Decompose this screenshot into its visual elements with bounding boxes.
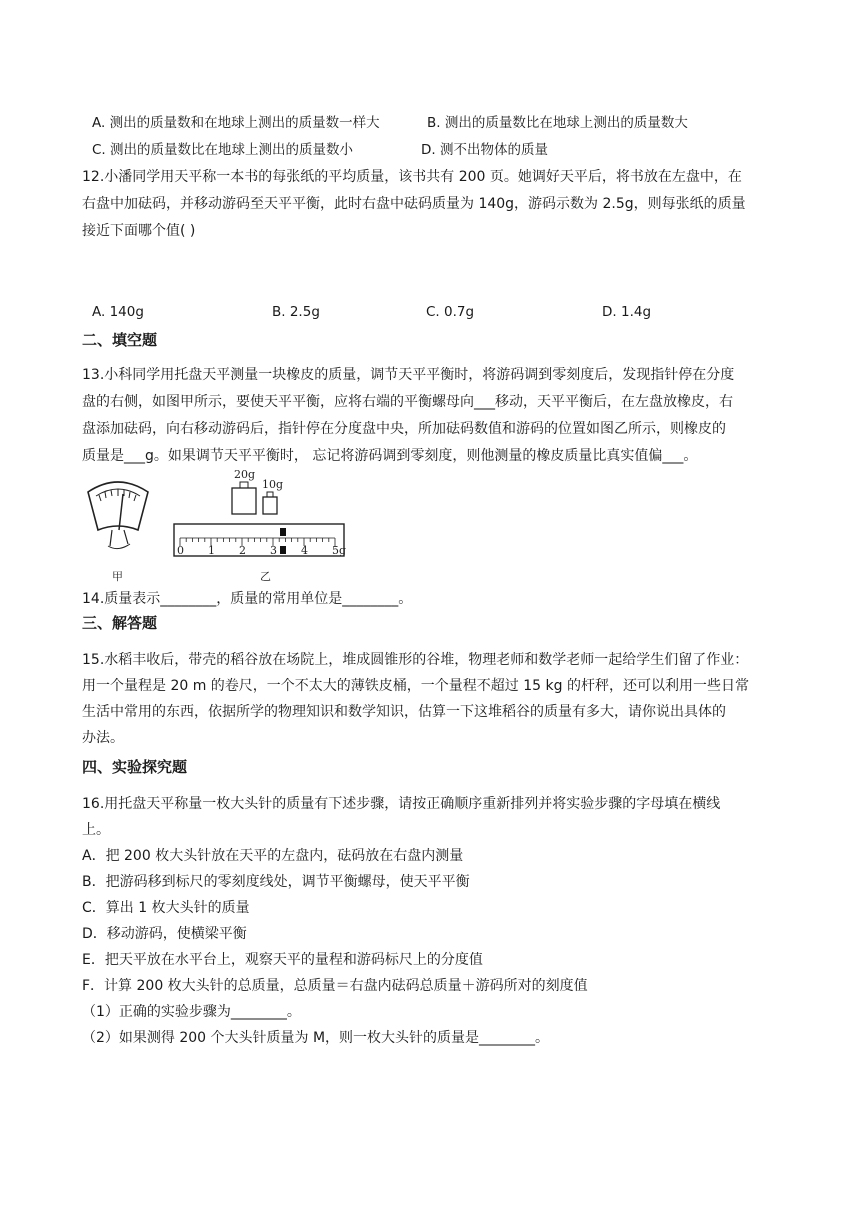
scale-tick-label: 0 — [177, 544, 184, 557]
q11-option-d: D. 测不出物体的质量 — [421, 142, 548, 158]
q13-line-2: 盘的右侧，如图甲所示，要使天平平衡，应将右端的平衡螺母向___移动，天平平衡后，在左盘放橡皮，右 — [82, 394, 733, 410]
q12-option-a: A. 140g — [92, 304, 144, 320]
q15-line-1: 15.水稻丰收后，带壳的稻谷放在场院上，堆成圆锥形的谷堆，物理老师和数学老师一起给学生们留了作业： — [82, 652, 749, 668]
vernier-scale — [174, 524, 346, 583]
rider-bottom — [280, 546, 286, 554]
q16-sub-2: （2）如果测得 200 个大头针质量为 M，则一枚大头针的质量是________。 — [82, 1030, 550, 1046]
q16-step-d: D．移动游码，使横梁平衡 — [82, 926, 247, 942]
scale-tick-label: 4 — [301, 544, 308, 557]
q14-line: 14.质量表示________，质量的常用单位是________。 — [82, 591, 413, 607]
q16-line-2: 上。 — [82, 822, 110, 838]
q15-line-2: 用一个量程是 20 m 的卷尺，一个不太大的薄铁皮桶，一个量程不超过 15 kg 的杆秤，还可以利用一些日常 — [82, 678, 749, 694]
q12-line-1: 12.小潘同学用天平称一本书的每张纸的平均质量，该书共有 200 页。她调好天平后，将书放在左盘中，在 — [82, 169, 742, 185]
weight-20g — [232, 468, 256, 514]
q12-option-d: D. 1.4g — [602, 304, 652, 320]
scale-tick-label: 5g — [332, 544, 347, 557]
scale-tick-label: 1 — [208, 544, 215, 557]
section-title-answer: 三、解答题 — [82, 614, 158, 632]
q12-option-b: B. 2.5g — [272, 304, 320, 320]
q13-line-1: 13.小科同学用托盘天平测量一块橡皮的质量，调节天平平衡时，将游码调到零刻度后，发现指针停在分度 — [82, 367, 735, 383]
q16-step-e: E．把天平放在水平台上，观察天平的量程和游码标尺上的分度值 — [82, 952, 483, 968]
weight-10g — [262, 478, 283, 514]
q11-option-a: A. 测出的质量数和在地球上测出的质量数一样大 — [92, 115, 380, 131]
label-yi: 乙 — [260, 570, 271, 583]
label-jia: 甲 — [112, 570, 123, 583]
q13-line-3: 盘添加砝码，向右移动游码后，指针停在分度盘中央，所加砝码数值和游码的位置如图乙所示，则橡皮的 — [82, 421, 726, 437]
q12-option-c: C. 0.7g — [426, 304, 475, 320]
q15-line-3: 生活中常用的东西，依据所学的物理知识和数学知识，估算一下这堆稻谷的质量有多大，请你说出具体的 — [82, 704, 726, 720]
q11-option-b: B. 测出的质量数比在地球上测出的质量数大 — [427, 115, 688, 131]
q16-step-f: F．计算 200 枚大头针的总质量，总质量＝右盘内砝码总质量＋游码所对的刻度值 — [82, 978, 588, 994]
section-title-experiment: 四、实验探究题 — [82, 758, 188, 776]
q13-line-4: 质量是___g。如果调节天平平衡时， 忘记将游码调到零刻度，则他测量的橡皮质量比真实值偏___。 — [82, 448, 698, 464]
balance-figure — [82, 468, 372, 586]
rider-top — [280, 528, 286, 536]
q16-sub-1: （1）正确的实验步骤为________。 — [82, 1004, 301, 1020]
q16-step-c: C．算出 1 枚大头针的质量 — [82, 900, 250, 916]
section-title-fill-blank: 二、填空题 — [82, 331, 158, 349]
q12-line-3: 接近下面哪个值( ) — [82, 223, 196, 239]
balance-figure-svg — [82, 468, 372, 586]
q11-option-c: C. 测出的质量数比在地球上测出的质量数小 — [92, 142, 354, 158]
weight-10g-label: 10g — [262, 478, 284, 491]
scale-tick-label: 2 — [239, 544, 246, 557]
q16-step-a: A．把 200 枚大头针放在天平的左盘内，砝码放在右盘内测量 — [82, 848, 464, 864]
q16-step-b: B．把游码移到标尺的零刻度线处，调节平衡螺母，使天平平衡 — [82, 874, 470, 890]
scale-tick-label: 3 — [270, 544, 277, 557]
q12-line-2: 右盘中加砝码，并移动游码至天平平衡，此时右盘中砝码质量为 140g，游码示数为 2.5g，则每张纸的质量 — [82, 196, 746, 212]
q16-line-1: 16.用托盘天平称量一枚大头针的质量有下述步骤，请按正确顺序重新排列并将实验步骤的字母填在横线 — [82, 796, 721, 812]
dial-jia — [88, 482, 148, 583]
q15-line-4: 办法。 — [82, 730, 124, 746]
weight-20g-label: 20g — [234, 468, 256, 481]
